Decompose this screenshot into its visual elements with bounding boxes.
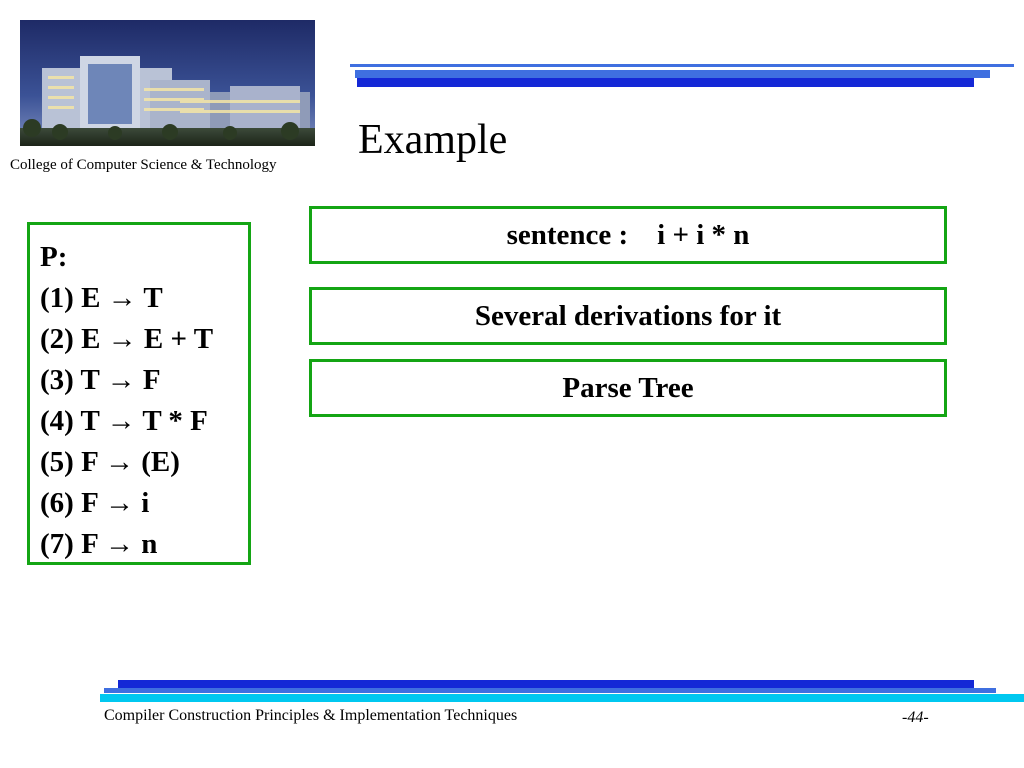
top-rule-light <box>355 70 990 78</box>
parse-tree-box: Parse Tree <box>309 359 947 417</box>
production-rule: (2) E → E + T <box>40 323 214 355</box>
productions-box <box>27 222 251 565</box>
top-rule-thin <box>350 64 1014 67</box>
page-number: -44- <box>902 709 929 726</box>
college-building-image <box>20 20 315 146</box>
sentence-box: sentence : i + i * n <box>309 206 947 264</box>
top-rule-dark <box>357 78 974 87</box>
production-rule: (1) E → T <box>40 282 163 314</box>
slide-title: Example <box>358 117 508 163</box>
productions-heading: P: <box>40 241 68 273</box>
production-rule: (7) F → n <box>40 528 158 560</box>
derivations-box: Several derivations for it <box>309 287 947 345</box>
production-rule: (5) F → (E) <box>40 446 180 478</box>
bottom-rule-dark <box>118 680 974 688</box>
production-rule: (4) T → T * F <box>40 405 208 437</box>
production-rule: (3) T → F <box>40 364 161 396</box>
production-rule: (6) F → i <box>40 487 150 519</box>
bottom-rule-cyan <box>100 694 1024 702</box>
college-name: College of Computer Science & Technology <box>10 157 277 173</box>
bottom-rule-light <box>104 688 996 693</box>
course-title: Compiler Construction Principles & Implementation Techniques <box>104 707 518 724</box>
